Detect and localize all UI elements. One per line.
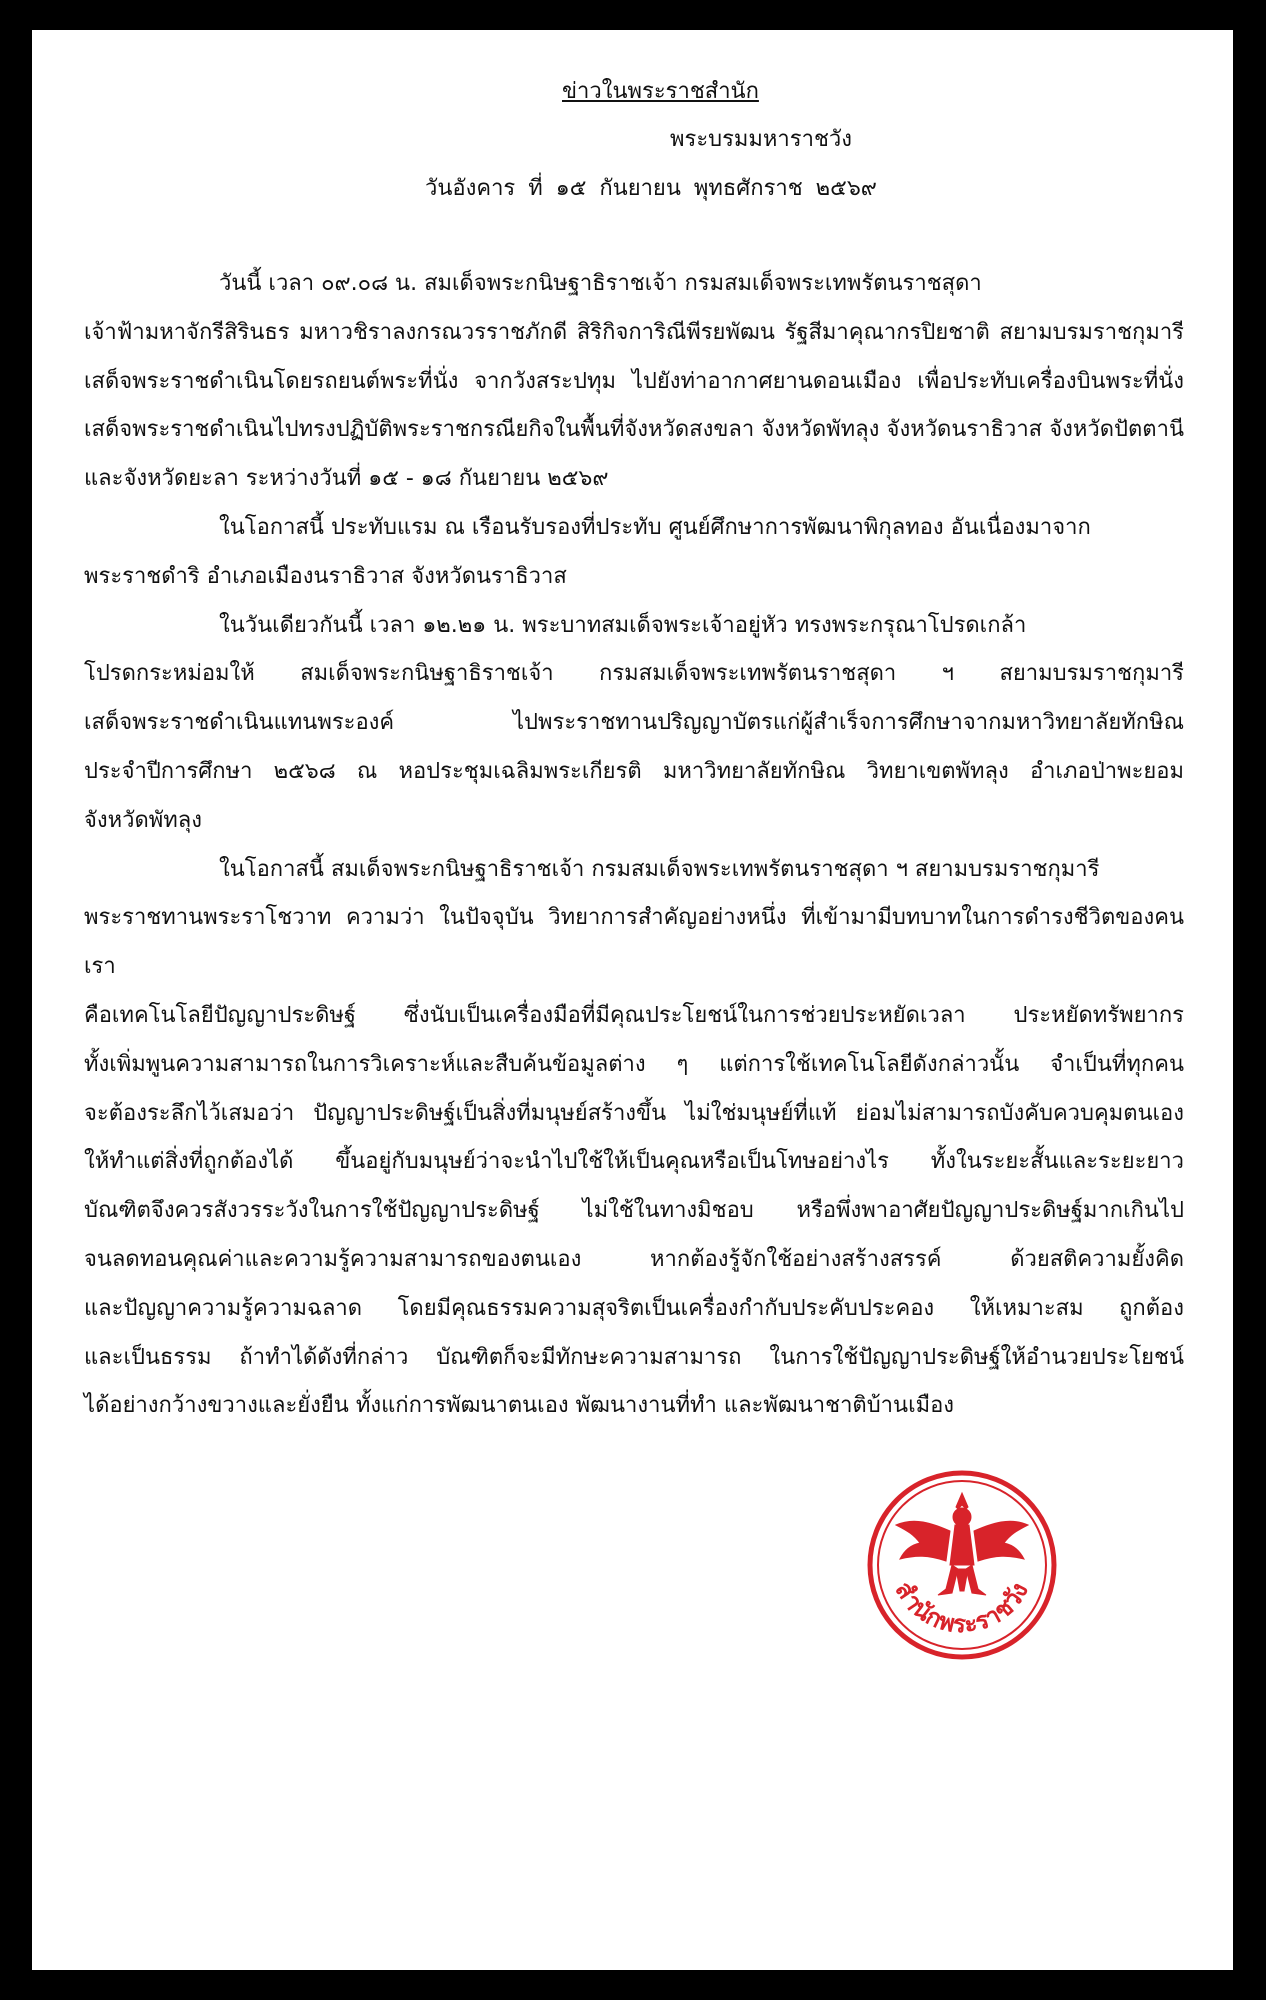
text-line: ในโอกาสนี้ ประทับแรม ณ เรือนรับรองที่ประทับ ศูนย์ศึกษาการพัฒนาพิกุลทอง อันเนื่องมาจาก: [219, 514, 1091, 540]
text-line: พระราชดำริ อำเภอเมืองนราธิวาส จังหวัดนราธิวาส: [84, 563, 567, 589]
text-line: จังหวัดพัทลุง: [84, 807, 203, 833]
text-line: จะต้องระลึกไว้เสมอว่า ปัญญาประดิษฐ์เป็นสิ่งที่มนุษย์สร้างขึ้น ไม่ใช่มนุษย์ที่แท้ ย่อมไม่สามารถบังคับควบคุมตนเอง: [84, 1100, 1184, 1126]
paragraph-3: [84, 602, 1184, 846]
bureau-seal: [862, 1465, 1062, 1665]
news-place: พระบรมมหาราชวัง: [670, 127, 852, 152]
text-line: ในวันเดียวกันนี้ เวลา ๑๒.๒๑ น. พระบาทสมเด็จพระเจ้าอยู่หัว ทรงพระกรุณาโปรดเกล้า: [219, 612, 1027, 638]
paragraph-4: [84, 846, 1184, 1432]
text-line: และเป็นธรรม ถ้าทำได้ดังที่กล่าว บัณฑิตก็จะมีทักษะความสามารถ ในการใช้ปัญญาประดิษฐ์ให้อำนวยประโยชน์: [84, 1344, 1184, 1370]
text-line: ทั้งเพิ่มพูนความสามารถในการวิเคราะห์และสืบค้นข้อมูลต่าง ๆ แต่การใช้เทคโนโลยีดังกล่าวนั้น จำเป็นที่ทุกคน: [84, 1051, 1184, 1077]
text-line: วันนี้ เวลา ๐๙.๐๘ น. สมเด็จพระกนิษฐาธิราชเจ้า กรมสมเด็จพระเทพรัตนราชสุดา: [219, 271, 982, 296]
text-line: จนลดทอนคุณค่าและความรู้ความสามารถของตนเอง หากต้องรู้จักใช้อย่างสร้างสรรค์ ด้วยสติความยั้งคิด: [84, 1246, 1184, 1272]
paragraph-2: [84, 504, 1184, 602]
text-line: เสด็จพระราชดำเนินไปทรงปฏิบัติพระราชกรณียกิจในพื้นที่จังหวัดสงขลา จังหวัดพัทลุง จังหวัดนราธิวาส จังหวัดปัตตานี: [84, 417, 1184, 443]
text-line: และจังหวัดยะลา ระหว่างวันที่ ๑๕ - ๑๘ กันยายน ๒๕๖๙: [84, 466, 609, 492]
text-line: พระราชทานพระราโชวาท ความว่า ในปัจจุบัน วิทยาการสำคัญอย่างหนึ่ง ที่เข้ามามีบทบาทในการดำรงชีวิตของคนเรา: [84, 905, 1184, 980]
text-line: เจ้าฟ้ามหาจักรีสิรินธร มหาวชิราลงกรณวรราชภักดี สิริกิจการิณีพีรยพัฒน รัฐสีมาคุณากรปิยชาติ สยามบรมราชกุมารี: [84, 319, 1184, 345]
text-line: เสด็จพระราชดำเนินแทนพระองค์ ไปพระราชทานปริญญาบัตรแก่ผู้สำเร็จการศึกษาจากมหาวิทยาลัยทักษิณ: [84, 710, 1184, 736]
text-line: ประจำปีการศึกษา ๒๕๖๘ ณ หอประชุมเฉลิมพระเกียรติ มหาวิทยาลัยทักษิณ วิทยาเขตพัทลุง อำเภอป่าพะยอม: [84, 758, 1184, 784]
text-line: โปรดกระหม่อมให้ สมเด็จพระกนิษฐาธิราชเจ้า กรมสมเด็จพระเทพรัตนราชสุดา ฯ สยามบรมราชกุมารี: [84, 661, 1184, 687]
text-line: คือเทคโนโลยีปัญญาประดิษฐ์ ซึ่งนับเป็นเครื่องมือที่มีคุณประโยชน์ในการช่วยประหยัดเวลา ประหยัดทรัพยากร: [84, 1002, 1184, 1028]
paragraph-1: [84, 260, 1184, 504]
text-line: ได้อย่างกว้างขวางและยั่งยืน ทั้งแก่การพัฒนาตนเอง พัฒนางานที่ทำ และพัฒนาชาติบ้านเมือง: [84, 1393, 955, 1419]
text-line: ให้ทำแต่สิ่งที่ถูกต้องได้ ขึ้นอยู่กับมนุษย์ว่าจะนำไปใช้ให้เป็นคุณหรือเป็นโทษอย่างไร ทั้งในระยะสั้นและระยะยาว: [84, 1149, 1184, 1175]
text-line: และปัญญาความรู้ความฉลาด โดยมีคุณธรรมความสุจริตเป็นเครื่องกำกับประคับประคอง ให้เหมาะสม ถูกต้อง: [84, 1295, 1184, 1321]
document-body: [84, 260, 1184, 1431]
document-page: [32, 30, 1233, 1970]
text-line: เสด็จพระราชดำเนินโดยรถยนต์พระที่นั่ง จากวังสระปทุม ไปยังท่าอากาศยานดอนเมือง เพื่อประทับเครื่องบินพระที่นั่ง: [84, 368, 1184, 394]
text-line: ในโอกาสนี้ สมเด็จพระกนิษฐาธิราชเจ้า กรมสมเด็จพระเทพรัตนราชสุดา ฯ สยามบรมราชกุมารี: [219, 856, 1100, 882]
garuda-icon: [862, 1465, 1062, 1665]
text-line: บัณฑิตจึงควรสังวรระวังในการใช้ปัญญาประดิษฐ์ ไม่ใช้ในทางมิชอบ หรือพึ่งพาอาศัยปัญญาประดิษฐ์มากเกินไป: [84, 1198, 1184, 1224]
news-title: ข่าวในพระราชสำนัก: [562, 79, 759, 104]
seal-text: สำนักพระราชวัง: [889, 1576, 1034, 1639]
news-date: วันอังคาร ที่ ๑๕ กันยายน พุทธศักราช ๒๕๖๙: [425, 176, 877, 201]
